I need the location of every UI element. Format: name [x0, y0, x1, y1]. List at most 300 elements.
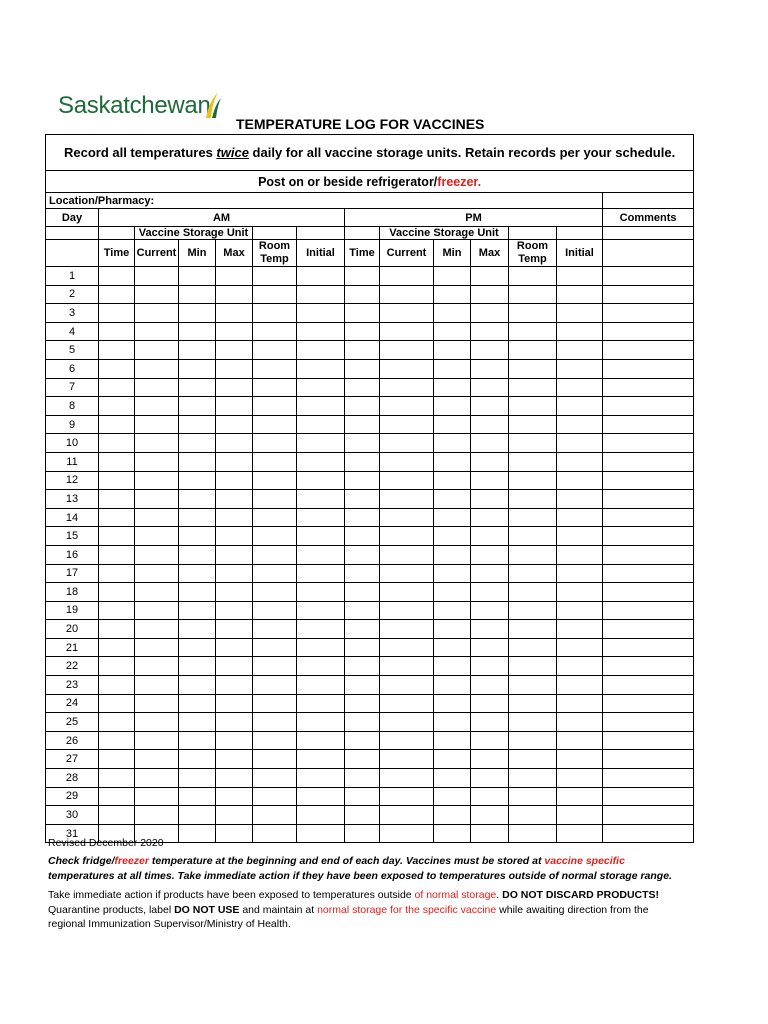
- entry-cell[interactable]: [434, 787, 471, 806]
- entry-cell[interactable]: [135, 731, 179, 750]
- entry-cell[interactable]: [509, 787, 557, 806]
- entry-cell[interactable]: [253, 806, 297, 825]
- entry-cell[interactable]: [99, 471, 135, 490]
- entry-cell[interactable]: [380, 769, 434, 788]
- entry-cell[interactable]: [380, 490, 434, 509]
- entry-cell[interactable]: [380, 378, 434, 397]
- entry-cell[interactable]: [434, 769, 471, 788]
- entry-cell[interactable]: [345, 471, 380, 490]
- entry-cell[interactable]: [345, 397, 380, 416]
- entry-cell[interactable]: [216, 285, 253, 304]
- entry-cell[interactable]: [345, 638, 380, 657]
- entry-cell[interactable]: [509, 620, 557, 639]
- entry-cell[interactable]: [135, 620, 179, 639]
- entry-cell[interactable]: [253, 267, 297, 286]
- entry-cell[interactable]: [603, 415, 694, 434]
- entry-cell[interactable]: [603, 601, 694, 620]
- entry-cell[interactable]: [471, 694, 509, 713]
- entry-cell[interactable]: [603, 322, 694, 341]
- entry-cell[interactable]: [509, 322, 557, 341]
- entry-cell[interactable]: [380, 583, 434, 602]
- entry-cell[interactable]: [297, 769, 345, 788]
- entry-cell[interactable]: [380, 545, 434, 564]
- entry-cell[interactable]: [603, 304, 694, 323]
- entry-cell[interactable]: [99, 545, 135, 564]
- entry-cell[interactable]: [345, 452, 380, 471]
- entry-cell[interactable]: [253, 490, 297, 509]
- entry-cell[interactable]: [471, 527, 509, 546]
- entry-cell[interactable]: [253, 434, 297, 453]
- entry-cell[interactable]: [253, 527, 297, 546]
- entry-cell[interactable]: [179, 452, 216, 471]
- entry-cell[interactable]: [216, 490, 253, 509]
- entry-cell[interactable]: [345, 769, 380, 788]
- entry-cell[interactable]: [253, 378, 297, 397]
- entry-cell[interactable]: [99, 750, 135, 769]
- entry-cell[interactable]: [99, 359, 135, 378]
- entry-cell[interactable]: [99, 694, 135, 713]
- entry-cell[interactable]: [99, 397, 135, 416]
- entry-cell[interactable]: [380, 285, 434, 304]
- entry-cell[interactable]: [509, 545, 557, 564]
- entry-cell[interactable]: [557, 694, 603, 713]
- entry-cell[interactable]: [297, 824, 345, 843]
- entry-cell[interactable]: [603, 620, 694, 639]
- entry-cell[interactable]: [179, 713, 216, 732]
- entry-cell[interactable]: [345, 322, 380, 341]
- entry-cell[interactable]: [603, 769, 694, 788]
- entry-cell[interactable]: [434, 322, 471, 341]
- entry-cell[interactable]: [434, 638, 471, 657]
- entry-cell[interactable]: [99, 620, 135, 639]
- entry-cell[interactable]: [253, 601, 297, 620]
- entry-cell[interactable]: [253, 620, 297, 639]
- entry-cell[interactable]: [557, 378, 603, 397]
- entry-cell[interactable]: [471, 638, 509, 657]
- entry-cell[interactable]: [345, 731, 380, 750]
- entry-cell[interactable]: [297, 490, 345, 509]
- entry-cell[interactable]: [471, 620, 509, 639]
- entry-cell[interactable]: [297, 304, 345, 323]
- entry-cell[interactable]: [216, 545, 253, 564]
- entry-cell[interactable]: [471, 564, 509, 583]
- entry-cell[interactable]: [380, 304, 434, 323]
- entry-cell[interactable]: [380, 806, 434, 825]
- entry-cell[interactable]: [179, 787, 216, 806]
- entry-cell[interactable]: [99, 638, 135, 657]
- entry-cell[interactable]: [434, 304, 471, 323]
- entry-cell[interactable]: [471, 787, 509, 806]
- entry-cell[interactable]: [99, 769, 135, 788]
- entry-cell[interactable]: [253, 638, 297, 657]
- entry-cell[interactable]: [434, 341, 471, 360]
- entry-cell[interactable]: [253, 694, 297, 713]
- entry-cell[interactable]: [253, 564, 297, 583]
- entry-cell[interactable]: [509, 490, 557, 509]
- entry-cell[interactable]: [216, 731, 253, 750]
- entry-cell[interactable]: [471, 397, 509, 416]
- entry-cell[interactable]: [509, 471, 557, 490]
- entry-cell[interactable]: [345, 676, 380, 695]
- entry-cell[interactable]: [557, 583, 603, 602]
- entry-cell[interactable]: [179, 657, 216, 676]
- entry-cell[interactable]: [345, 527, 380, 546]
- entry-cell[interactable]: [99, 676, 135, 695]
- entry-cell[interactable]: [179, 824, 216, 843]
- entry-cell[interactable]: [216, 824, 253, 843]
- entry-cell[interactable]: [135, 378, 179, 397]
- entry-cell[interactable]: [557, 452, 603, 471]
- entry-cell[interactable]: [179, 564, 216, 583]
- entry-cell[interactable]: [297, 713, 345, 732]
- entry-cell[interactable]: [603, 806, 694, 825]
- entry-cell[interactable]: [380, 713, 434, 732]
- entry-cell[interactable]: [179, 620, 216, 639]
- entry-cell[interactable]: [434, 490, 471, 509]
- entry-cell[interactable]: [179, 527, 216, 546]
- entry-cell[interactable]: [557, 285, 603, 304]
- entry-cell[interactable]: [216, 750, 253, 769]
- entry-cell[interactable]: [471, 750, 509, 769]
- entry-cell[interactable]: [135, 341, 179, 360]
- entry-cell[interactable]: [179, 267, 216, 286]
- entry-cell[interactable]: [99, 452, 135, 471]
- entry-cell[interactable]: [135, 415, 179, 434]
- entry-cell[interactable]: [297, 694, 345, 713]
- entry-cell[interactable]: [380, 694, 434, 713]
- entry-cell[interactable]: [179, 583, 216, 602]
- entry-cell[interactable]: [297, 601, 345, 620]
- entry-cell[interactable]: [557, 545, 603, 564]
- entry-cell[interactable]: [99, 806, 135, 825]
- entry-cell[interactable]: [297, 434, 345, 453]
- entry-cell[interactable]: [297, 341, 345, 360]
- entry-cell[interactable]: [603, 378, 694, 397]
- entry-cell[interactable]: [216, 694, 253, 713]
- entry-cell[interactable]: [135, 322, 179, 341]
- entry-cell[interactable]: [297, 545, 345, 564]
- entry-cell[interactable]: [135, 397, 179, 416]
- entry-cell[interactable]: [99, 415, 135, 434]
- entry-cell[interactable]: [557, 787, 603, 806]
- entry-cell[interactable]: [509, 676, 557, 695]
- entry-cell[interactable]: [99, 731, 135, 750]
- entry-cell[interactable]: [345, 713, 380, 732]
- entry-cell[interactable]: [345, 583, 380, 602]
- entry-cell[interactable]: [99, 601, 135, 620]
- entry-cell[interactable]: [216, 620, 253, 639]
- entry-cell[interactable]: [135, 490, 179, 509]
- entry-cell[interactable]: [216, 322, 253, 341]
- entry-cell[interactable]: [297, 378, 345, 397]
- entry-cell[interactable]: [509, 731, 557, 750]
- entry-cell[interactable]: [253, 769, 297, 788]
- entry-cell[interactable]: [434, 676, 471, 695]
- entry-cell[interactable]: [557, 657, 603, 676]
- entry-cell[interactable]: [99, 322, 135, 341]
- entry-cell[interactable]: [345, 285, 380, 304]
- entry-cell[interactable]: [509, 750, 557, 769]
- entry-cell[interactable]: [253, 824, 297, 843]
- entry-cell[interactable]: [135, 285, 179, 304]
- entry-cell[interactable]: [253, 304, 297, 323]
- entry-cell[interactable]: [345, 341, 380, 360]
- entry-cell[interactable]: [380, 452, 434, 471]
- entry-cell[interactable]: [557, 397, 603, 416]
- entry-cell[interactable]: [345, 508, 380, 527]
- entry-cell[interactable]: [216, 806, 253, 825]
- entry-cell[interactable]: [557, 415, 603, 434]
- entry-cell[interactable]: [345, 304, 380, 323]
- entry-cell[interactable]: [380, 601, 434, 620]
- entry-cell[interactable]: [179, 285, 216, 304]
- entry-cell[interactable]: [603, 267, 694, 286]
- entry-cell[interactable]: [471, 452, 509, 471]
- entry-cell[interactable]: [603, 452, 694, 471]
- entry-cell[interactable]: [179, 694, 216, 713]
- entry-cell[interactable]: [297, 322, 345, 341]
- entry-cell[interactable]: [99, 787, 135, 806]
- entry-cell[interactable]: [434, 806, 471, 825]
- entry-cell[interactable]: [380, 657, 434, 676]
- entry-cell[interactable]: [471, 267, 509, 286]
- entry-cell[interactable]: [434, 267, 471, 286]
- entry-cell[interactable]: [380, 620, 434, 639]
- entry-cell[interactable]: [216, 657, 253, 676]
- entry-cell[interactable]: [135, 601, 179, 620]
- entry-cell[interactable]: [99, 285, 135, 304]
- entry-cell[interactable]: [297, 638, 345, 657]
- entry-cell[interactable]: [179, 304, 216, 323]
- entry-cell[interactable]: [345, 824, 380, 843]
- entry-cell[interactable]: [557, 824, 603, 843]
- entry-cell[interactable]: [135, 564, 179, 583]
- entry-cell[interactable]: [345, 601, 380, 620]
- entry-cell[interactable]: [216, 638, 253, 657]
- entry-cell[interactable]: [297, 508, 345, 527]
- entry-cell[interactable]: [603, 657, 694, 676]
- entry-cell[interactable]: [434, 694, 471, 713]
- entry-cell[interactable]: [99, 378, 135, 397]
- entry-cell[interactable]: [434, 620, 471, 639]
- entry-cell[interactable]: [135, 545, 179, 564]
- entry-cell[interactable]: [253, 657, 297, 676]
- entry-cell[interactable]: [509, 564, 557, 583]
- entry-cell[interactable]: [179, 638, 216, 657]
- entry-cell[interactable]: [345, 750, 380, 769]
- entry-cell[interactable]: [509, 527, 557, 546]
- entry-cell[interactable]: [603, 508, 694, 527]
- entry-cell[interactable]: [603, 564, 694, 583]
- entry-cell[interactable]: [509, 601, 557, 620]
- entry-cell[interactable]: [216, 769, 253, 788]
- entry-cell[interactable]: [135, 787, 179, 806]
- entry-cell[interactable]: [557, 527, 603, 546]
- entry-cell[interactable]: [135, 452, 179, 471]
- entry-cell[interactable]: [297, 397, 345, 416]
- entry-cell[interactable]: [471, 490, 509, 509]
- entry-cell[interactable]: [471, 359, 509, 378]
- entry-cell[interactable]: [135, 508, 179, 527]
- entry-cell[interactable]: [509, 378, 557, 397]
- entry-cell[interactable]: [99, 267, 135, 286]
- entry-cell[interactable]: [380, 564, 434, 583]
- entry-cell[interactable]: [297, 471, 345, 490]
- entry-cell[interactable]: [380, 397, 434, 416]
- entry-cell[interactable]: [216, 397, 253, 416]
- entry-cell[interactable]: [380, 341, 434, 360]
- entry-cell[interactable]: [471, 545, 509, 564]
- entry-cell[interactable]: [603, 545, 694, 564]
- entry-cell[interactable]: [557, 620, 603, 639]
- entry-cell[interactable]: [345, 620, 380, 639]
- entry-cell[interactable]: [557, 769, 603, 788]
- entry-cell[interactable]: [135, 267, 179, 286]
- entry-cell[interactable]: [434, 527, 471, 546]
- entry-cell[interactable]: [471, 471, 509, 490]
- entry-cell[interactable]: [434, 564, 471, 583]
- entry-cell[interactable]: [345, 806, 380, 825]
- entry-cell[interactable]: [509, 583, 557, 602]
- entry-cell[interactable]: [253, 322, 297, 341]
- entry-cell[interactable]: [557, 806, 603, 825]
- entry-cell[interactable]: [297, 452, 345, 471]
- entry-cell[interactable]: [434, 601, 471, 620]
- entry-cell[interactable]: [471, 731, 509, 750]
- entry-cell[interactable]: [99, 527, 135, 546]
- entry-cell[interactable]: [509, 713, 557, 732]
- entry-cell[interactable]: [297, 564, 345, 583]
- entry-cell[interactable]: [434, 471, 471, 490]
- entry-cell[interactable]: [297, 750, 345, 769]
- entry-cell[interactable]: [471, 583, 509, 602]
- entry-cell[interactable]: [216, 564, 253, 583]
- entry-cell[interactable]: [216, 713, 253, 732]
- entry-cell[interactable]: [216, 471, 253, 490]
- entry-cell[interactable]: [434, 824, 471, 843]
- entry-cell[interactable]: [297, 731, 345, 750]
- entry-cell[interactable]: [253, 583, 297, 602]
- entry-cell[interactable]: [297, 583, 345, 602]
- entry-cell[interactable]: [179, 434, 216, 453]
- entry-cell[interactable]: [603, 359, 694, 378]
- entry-cell[interactable]: [380, 787, 434, 806]
- entry-cell[interactable]: [471, 657, 509, 676]
- entry-cell[interactable]: [253, 731, 297, 750]
- entry-cell[interactable]: [603, 285, 694, 304]
- entry-cell[interactable]: [603, 638, 694, 657]
- entry-cell[interactable]: [253, 676, 297, 695]
- entry-cell[interactable]: [557, 471, 603, 490]
- entry-cell[interactable]: [179, 490, 216, 509]
- entry-cell[interactable]: [380, 267, 434, 286]
- entry-cell[interactable]: [135, 527, 179, 546]
- entry-cell[interactable]: [557, 601, 603, 620]
- entry-cell[interactable]: [509, 304, 557, 323]
- entry-cell[interactable]: [380, 359, 434, 378]
- entry-cell[interactable]: [179, 769, 216, 788]
- entry-cell[interactable]: [179, 508, 216, 527]
- entry-cell[interactable]: [603, 694, 694, 713]
- entry-cell[interactable]: [434, 359, 471, 378]
- entry-cell[interactable]: [345, 564, 380, 583]
- entry-cell[interactable]: [179, 322, 216, 341]
- entry-cell[interactable]: [509, 415, 557, 434]
- entry-cell[interactable]: [603, 583, 694, 602]
- entry-cell[interactable]: [603, 434, 694, 453]
- entry-cell[interactable]: [253, 750, 297, 769]
- entry-cell[interactable]: [509, 508, 557, 527]
- entry-cell[interactable]: [135, 304, 179, 323]
- entry-cell[interactable]: [434, 397, 471, 416]
- entry-cell[interactable]: [471, 713, 509, 732]
- entry-cell[interactable]: [179, 676, 216, 695]
- entry-cell[interactable]: [253, 359, 297, 378]
- entry-cell[interactable]: [509, 452, 557, 471]
- entry-cell[interactable]: [434, 545, 471, 564]
- entry-cell[interactable]: [509, 397, 557, 416]
- entry-cell[interactable]: [603, 824, 694, 843]
- entry-cell[interactable]: [509, 806, 557, 825]
- entry-cell[interactable]: [345, 359, 380, 378]
- entry-cell[interactable]: [380, 471, 434, 490]
- entry-cell[interactable]: [99, 434, 135, 453]
- entry-cell[interactable]: [434, 731, 471, 750]
- entry-cell[interactable]: [509, 769, 557, 788]
- entry-cell[interactable]: [297, 415, 345, 434]
- entry-cell[interactable]: [557, 713, 603, 732]
- entry-cell[interactable]: [216, 583, 253, 602]
- entry-cell[interactable]: [603, 527, 694, 546]
- entry-cell[interactable]: [603, 713, 694, 732]
- entry-cell[interactable]: [471, 341, 509, 360]
- entry-cell[interactable]: [471, 601, 509, 620]
- entry-cell[interactable]: [380, 434, 434, 453]
- entry-cell[interactable]: [179, 471, 216, 490]
- entry-cell[interactable]: [557, 638, 603, 657]
- entry-cell[interactable]: [135, 750, 179, 769]
- entry-cell[interactable]: [380, 527, 434, 546]
- entry-cell[interactable]: [297, 676, 345, 695]
- entry-cell[interactable]: [557, 731, 603, 750]
- entry-cell[interactable]: [471, 304, 509, 323]
- entry-cell[interactable]: [557, 341, 603, 360]
- entry-cell[interactable]: [253, 397, 297, 416]
- entry-cell[interactable]: [603, 787, 694, 806]
- entry-cell[interactable]: [99, 508, 135, 527]
- entry-cell[interactable]: [216, 434, 253, 453]
- entry-cell[interactable]: [297, 806, 345, 825]
- entry-cell[interactable]: [179, 397, 216, 416]
- entry-cell[interactable]: [345, 378, 380, 397]
- entry-cell[interactable]: [434, 285, 471, 304]
- entry-cell[interactable]: [297, 657, 345, 676]
- entry-cell[interactable]: [179, 359, 216, 378]
- entry-cell[interactable]: [557, 750, 603, 769]
- entry-cell[interactable]: [297, 620, 345, 639]
- entry-cell[interactable]: [509, 434, 557, 453]
- entry-cell[interactable]: [99, 583, 135, 602]
- entry-cell[interactable]: [179, 601, 216, 620]
- entry-cell[interactable]: [345, 787, 380, 806]
- entry-cell[interactable]: [471, 676, 509, 695]
- entry-cell[interactable]: [135, 769, 179, 788]
- entry-cell[interactable]: [135, 806, 179, 825]
- entry-cell[interactable]: [345, 267, 380, 286]
- entry-cell[interactable]: [603, 676, 694, 695]
- entry-cell[interactable]: [135, 657, 179, 676]
- entry-cell[interactable]: [345, 657, 380, 676]
